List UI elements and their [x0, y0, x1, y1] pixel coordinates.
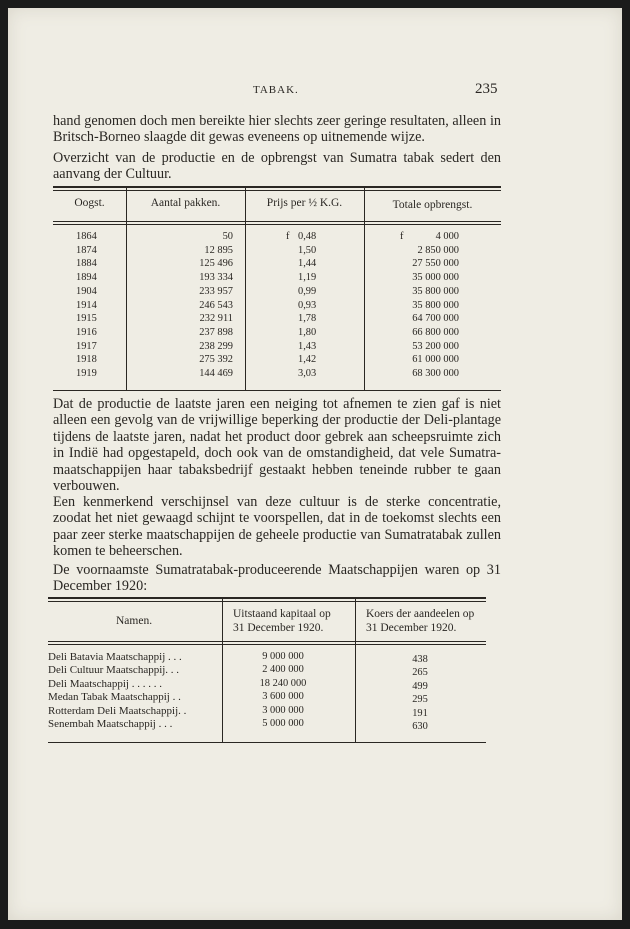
header-prijs: Prijs per ½ K.G.	[266, 197, 343, 209]
paragraph-table-caption: Overzicht van de productie en de opbrengst van Sumatra tabak sedert den aanvang der Cultuur.	[53, 150, 501, 183]
cell-price: 0,48	[298, 231, 317, 242]
cell-company-name: Rotterdam Deli Maatschappij. .	[48, 704, 187, 717]
cell-capital: 5 000 000	[262, 718, 304, 729]
column-divider	[355, 597, 356, 742]
header-kapitaal-date: 31 December 1920.	[233, 622, 324, 634]
cell-year: 1894	[76, 272, 97, 284]
cell-packs: 50	[222, 231, 233, 242]
cell-price: 1,19	[298, 272, 317, 284]
cell-packs: 193 334	[199, 272, 233, 284]
table-bottom-rule	[53, 390, 501, 391]
cell-year: 1864	[76, 231, 97, 242]
cell-packs: 275 392	[199, 354, 233, 366]
cell-share-quote: 295	[412, 694, 428, 706]
header-kapitaal: Uitstaand kapitaal op	[233, 608, 331, 620]
cell-share-quote: 438	[412, 654, 428, 665]
cell-company-name: Senembah Maatschappij . . .	[48, 718, 173, 730]
cell-price: 3,03	[298, 368, 317, 379]
header-aantal-pakken: Aantal pakken.	[150, 197, 221, 209]
cell-total: 68 300 000	[412, 368, 459, 379]
cell-total: 35 000 000	[412, 272, 459, 284]
running-title: TABAK.	[253, 84, 299, 96]
cell-capital: 9 000 000	[262, 651, 304, 662]
cell-company-name: Deli Maatschappij . . . . . .	[48, 677, 162, 690]
paragraph-decline: Dat de productie de laatste jaren een neiging tot afnemen te zien gaf is niet alleen een gevolg van de vrijwillige beperking der productie der Deli-plantage tijdens de laatste jaren, nadat het product door gebrek aan scheepsruimte zich in Indië had opgestapeld, doch ook van de omstandigheid, dat vele Sumatra-maatschappijen haar tabaksbedrijf gestaakt hebben teneinde rubber te gaan verbouwen.	[53, 396, 501, 495]
cell-packs: 232 911	[199, 313, 233, 325]
cell-year: 1915	[76, 313, 97, 325]
table-top-rule	[48, 597, 486, 599]
paragraph-companies-intro: De voornaamste Sumatratabak-produceerende Maatschappijen waren op 31 December 1920:	[53, 562, 501, 595]
cell-year: 1919	[76, 368, 97, 379]
currency-symbol: f	[400, 231, 404, 242]
cell-share-quote: 265	[412, 667, 428, 679]
cell-price: 1,78	[298, 313, 317, 325]
cell-packs: 233 957	[199, 285, 233, 297]
table-bottom-rule	[48, 742, 486, 743]
cell-price: 1,80	[298, 326, 317, 338]
header-rule	[48, 641, 486, 642]
paragraph-concentration: Een kenmerkend verschijnsel van deze cultuur is de sterke concentratie, zoodat het niet gewaagd schijnt te voorspellen, dat in de toekomst slechts een paar zeer sterke maatschappijen de geheele productie van Sumatratabak zullen komen te beheerschen.	[53, 494, 501, 560]
cell-packs: 238 299	[199, 340, 233, 352]
cell-total: 53 200 000	[412, 340, 459, 352]
table-top-rule	[53, 186, 501, 188]
cell-share-quote: 191	[412, 707, 428, 719]
cell-total: 35 800 000	[412, 285, 459, 297]
page-number: 235	[475, 81, 498, 97]
cell-year: 1917	[76, 340, 97, 352]
cell-total: 66 800 000	[412, 326, 459, 338]
cell-year: 1914	[76, 299, 97, 311]
cell-year: 1884	[76, 258, 97, 270]
cell-company-name: Deli Batavia Maatschappij . . .	[48, 651, 182, 663]
cell-capital: 3 600 000	[262, 691, 304, 703]
cell-capital: 18 240 000	[259, 677, 307, 689]
cell-company-name: Medan Tabak Maatschappij . .	[48, 691, 181, 704]
cell-company-name: Deli Cultuur Maatschappij. . .	[48, 664, 180, 677]
cell-year: 1874	[76, 244, 97, 256]
header-rule-thin	[48, 644, 486, 645]
cell-year: 1918	[76, 354, 97, 366]
cell-capital: 2 400 000	[262, 664, 304, 676]
table-top-rule-thin	[53, 190, 501, 191]
header-rule	[53, 221, 501, 222]
column-divider	[126, 186, 127, 391]
cell-packs: 144 469	[199, 368, 233, 379]
book-page	[8, 8, 622, 920]
cell-total: 4 000	[435, 231, 459, 242]
cell-year: 1904	[76, 285, 97, 297]
cell-total: 61 000 000	[412, 354, 459, 366]
header-namen: Namen.	[116, 615, 153, 627]
cell-packs: 246 543	[199, 299, 233, 311]
cell-year: 1916	[76, 326, 97, 338]
header-oogst: Oogst.	[74, 197, 105, 209]
cell-share-quote: 630	[412, 721, 428, 732]
cell-price: 0,93	[298, 299, 317, 311]
cell-packs: 237 898	[199, 326, 233, 338]
cell-packs: 12 895	[204, 244, 233, 256]
cell-price: 1,42	[298, 354, 317, 366]
currency-symbol: f	[286, 231, 290, 242]
table-top-rule-thin	[48, 601, 486, 602]
header-totale-opbrengst: Totale opbrengst.	[392, 199, 473, 211]
cell-total: 27 550 000	[412, 258, 459, 270]
column-divider	[245, 186, 246, 391]
cell-price: 0,99	[298, 285, 317, 297]
cell-price: 1,44	[298, 258, 317, 270]
cell-total: 64 700 000	[412, 313, 459, 325]
column-divider	[222, 597, 223, 742]
cell-capital: 3 000 000	[262, 704, 304, 716]
cell-packs: 125 496	[199, 258, 233, 270]
cell-share-quote: 499	[412, 680, 428, 692]
column-divider	[364, 186, 365, 391]
paragraph-intro: hand genomen doch men bereikte hier slechts zeer geringe resultaten, alleen in Britsch-Borneo slaagde dit gewas eveneens op uitnemende wijze.	[53, 113, 501, 146]
header-koers: Koers der aandeelen op	[366, 608, 475, 620]
cell-price: 1,43	[298, 340, 317, 352]
cell-price: 1,50	[298, 244, 317, 256]
cell-total: 2 850 000	[417, 244, 459, 256]
cell-total: 35 800 000	[412, 299, 459, 311]
header-rule-thin	[53, 224, 501, 225]
header-koers-date: 31 December 1920.	[366, 622, 457, 634]
